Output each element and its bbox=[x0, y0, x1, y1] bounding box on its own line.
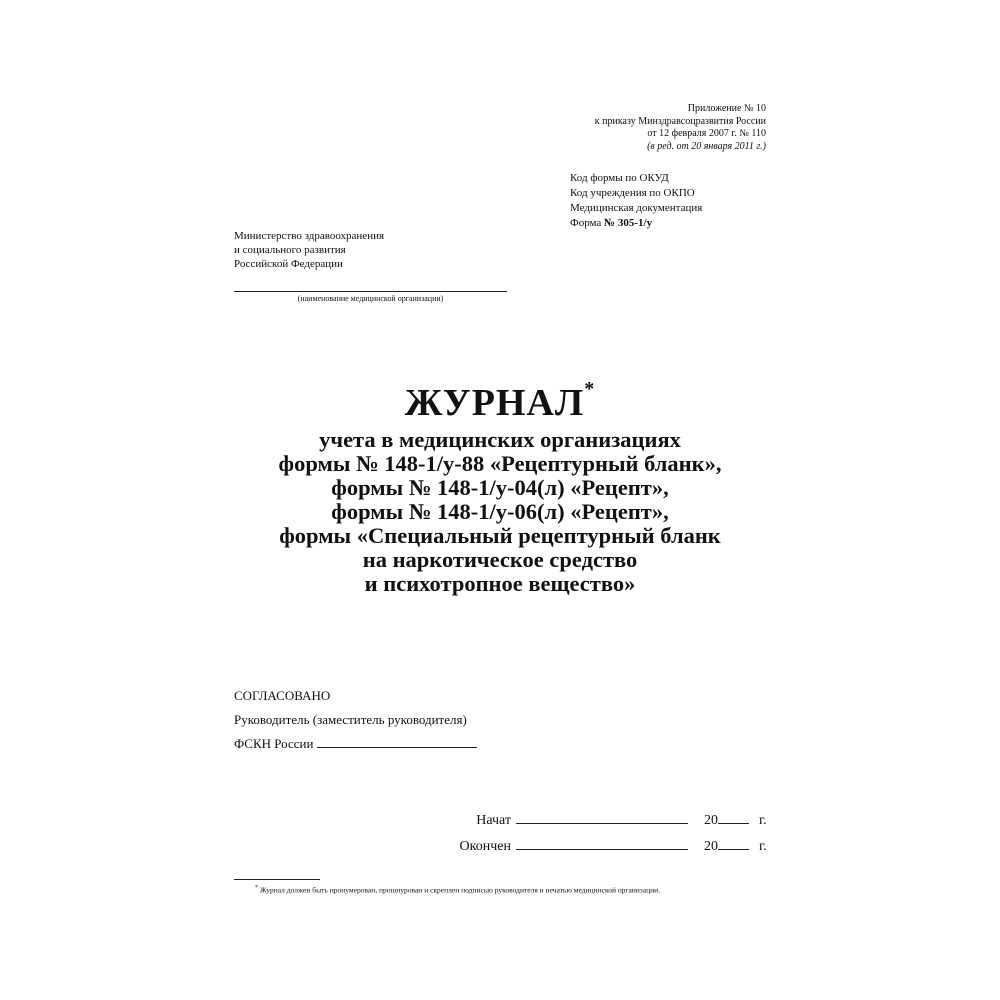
agreed-agency: ФСКН России bbox=[234, 732, 477, 756]
ended-label: Окончен bbox=[459, 839, 511, 854]
form-codes-block bbox=[570, 171, 702, 231]
ended-row bbox=[445, 834, 767, 860]
footnote-text: Журнал должен быть пронумерован, прошнурован и скреплен подписью руководителя и печатью медицинской организации. bbox=[259, 885, 661, 895]
ministry-line: Российской Федерации bbox=[234, 258, 343, 270]
organization-name-line bbox=[234, 291, 507, 292]
year-prefix: 20 bbox=[704, 839, 718, 854]
started-year-line bbox=[718, 811, 749, 824]
signature-line bbox=[317, 737, 477, 748]
okud-code-label: Код формы по ОКУД bbox=[570, 172, 669, 184]
agreed-role: Руководитель (заместитель руководителя) bbox=[234, 712, 467, 727]
subtitle-line: формы № 148-1/у-88 «Рецептурный бланк», bbox=[278, 451, 722, 476]
ended-year-line bbox=[718, 837, 749, 850]
appendix-line: Приложение № 10 bbox=[687, 103, 766, 114]
subtitle-line: учета в медицинских организациях bbox=[319, 427, 681, 452]
appendix-line: к приказу Минздравсоцразвития России bbox=[594, 115, 766, 127]
subtitle-line: формы «Специальный рецептурный бланк bbox=[279, 523, 721, 548]
medical-doc-label: Медицинская документация bbox=[570, 202, 703, 214]
organization-name-caption: (наименование медицинской организации) bbox=[297, 294, 444, 303]
footnote bbox=[255, 885, 660, 895]
title-footnote-mark: * bbox=[584, 378, 596, 401]
dates-block bbox=[445, 808, 767, 860]
year-suffix: г. bbox=[759, 839, 767, 854]
subtitle-line: формы № 148-1/у-06(л) «Рецепт», bbox=[331, 499, 669, 524]
started-row bbox=[445, 808, 767, 834]
ministry-line: Министерство здравоохранения bbox=[234, 230, 385, 242]
appendix-block bbox=[595, 103, 766, 153]
form-number: Форма № 305-1/у bbox=[570, 217, 653, 229]
appendix-line: от 12 февраля 2007 г. № 110 bbox=[647, 128, 766, 139]
ministry-line: и социального развития bbox=[234, 244, 346, 256]
ended-date-line bbox=[516, 837, 688, 850]
year-prefix: 20 bbox=[704, 813, 718, 828]
subtitle-line: формы № 148-1/у-04(л) «Рецепт», bbox=[331, 475, 669, 500]
subtitle-line: на наркотическое средство bbox=[362, 547, 638, 572]
title-text: ЖУРНАЛ bbox=[404, 382, 585, 424]
agreed-heading: СОГЛАСОВАНО bbox=[234, 688, 331, 703]
started-label: Начат bbox=[476, 813, 511, 828]
okpo-code-label: Код учреждения по ОКПО bbox=[570, 187, 695, 199]
footnote-separator bbox=[234, 879, 320, 880]
appendix-edition: (в ред. от 20 января 2011 г.) bbox=[647, 140, 766, 152]
agreed-block bbox=[234, 684, 477, 756]
started-date-line bbox=[516, 811, 688, 824]
footnote-mark: * bbox=[255, 885, 258, 891]
journal-subtitle bbox=[0, 428, 1000, 596]
ministry-block bbox=[234, 229, 384, 271]
subtitle-line: и психотропное вещество» bbox=[364, 571, 636, 596]
year-suffix: г. bbox=[759, 813, 767, 828]
page-title bbox=[0, 378, 1000, 425]
